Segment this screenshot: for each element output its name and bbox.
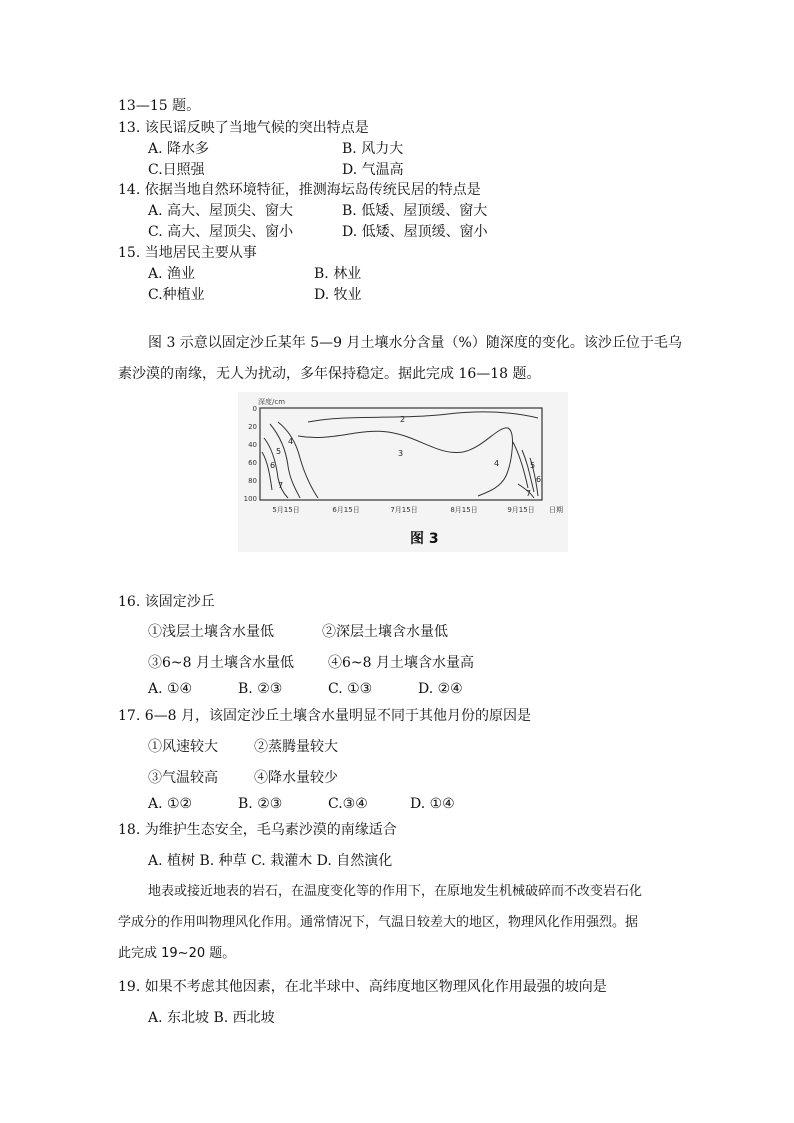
q15-option-c: C.种植业 <box>148 287 205 303</box>
q14-option-b: B. 低矮、屋顶缓、窗大 <box>342 203 488 219</box>
q17-statement-4: ④降水量较少 <box>254 770 338 786</box>
q18-stem: 18. 为维护生态安全，毛乌素沙漠的南缘适合 <box>118 822 397 838</box>
passage1-line1: 图 3 示意以固定沙丘某年 5—9 月土壤水分含量（%）随深度的变化。该沙丘位于毛乌 <box>148 335 682 351</box>
q15-option-b: B. 林业 <box>314 266 362 282</box>
y-tick-80: 80 <box>248 477 257 485</box>
passage2-line2: 学成分的作用叫物理风化作用。通常情况下，气温日较差大的地区，物理风化作用强烈。据 <box>118 915 639 930</box>
q17-option-c: C.③④ <box>328 796 368 812</box>
contour-label-7b: 7 <box>526 489 532 498</box>
contour-label-4b: 4 <box>494 459 500 468</box>
q17-statement-3: ③气温较高 <box>148 770 218 786</box>
q16-statement-4: ④6~8 月土壤含水量高 <box>328 655 474 671</box>
passage2-line1: 地表或接近地表的岩石，在温度变化等的作用下，在原地发生机械破碎而不改变岩石化 <box>148 884 643 899</box>
q16-statement-2: ②深层土壤含水量低 <box>322 624 448 640</box>
figure-3-contour-chart <box>238 392 568 552</box>
contour-label-2: 2 <box>400 415 406 424</box>
q14-option-a: A. 高大、屋顶尖、窗大 <box>148 203 294 219</box>
x-tick-jun15: 6月15日 <box>332 506 360 514</box>
q16-option-d: D. ②④ <box>418 681 463 697</box>
q17-statement-2: ②蒸腾量较大 <box>254 739 338 755</box>
passage2-line3: 此完成 19~20 题。 <box>118 946 236 961</box>
q16-option-b: B. ②③ <box>238 681 283 697</box>
y-tick-100: 100 <box>243 495 257 503</box>
q13-option-c: C.日照强 <box>148 162 205 178</box>
y-tick-60: 60 <box>248 459 257 467</box>
q16-stem: 16. 该固定沙丘 <box>118 594 215 610</box>
contour-svg <box>238 392 568 552</box>
y-tick-0: 0 <box>252 405 257 413</box>
q14-option-d: D. 低矮、屋顶缓、窗小 <box>342 224 488 240</box>
q17-option-d: D. ①④ <box>410 796 455 812</box>
intro-text: 13—15 题。 <box>118 98 201 114</box>
q15-stem: 15. 当地居民主要从事 <box>118 245 257 261</box>
x-axis-title: 日期 <box>549 506 563 514</box>
contour-label-7: 7 <box>278 481 284 490</box>
x-tick-sep15: 9月15日 <box>507 506 535 514</box>
q19-stem: 19. 如果不考虑其他因素，在北半球中、高纬度地区物理风化作用最强的坡向是 <box>118 979 607 995</box>
q15-option-a: A. 渔业 <box>148 266 196 282</box>
q14-option-c: C. 高大、屋顶尖、窗小 <box>148 224 294 240</box>
q13-option-b: B. 风力大 <box>342 141 404 157</box>
figure-caption: 图 3 <box>410 531 439 547</box>
y-tick-20: 20 <box>248 423 257 431</box>
contour-label-5b: 5 <box>530 461 536 470</box>
q13-stem: 13. 该民谣反映了当地气候的突出特点是 <box>118 120 369 136</box>
q17-option-a: A. ①② <box>148 796 193 812</box>
contour-label-6b: 6 <box>536 475 542 484</box>
x-tick-jul15: 7月15日 <box>390 506 418 514</box>
contour-label-3: 3 <box>398 449 404 458</box>
q17-option-b: B. ②③ <box>238 796 283 812</box>
passage1-line2: 素沙漠的南缘，无人为扰动，多年保持稳定。据此完成 16—18 题。 <box>118 366 541 382</box>
q13-option-d: D. 气温高 <box>342 162 404 178</box>
q14-stem: 14. 依据当地自然环境特征，推测海坛岛传统民居的特点是 <box>118 182 481 198</box>
q16-option-c: C. ①③ <box>328 681 373 697</box>
x-tick-may15: 5月15日 <box>272 506 300 514</box>
q18-options: A. 植树 B. 种草 C. 栽灌木 D. 自然演化 <box>148 853 393 869</box>
q16-statement-1: ①浅层土壤含水量低 <box>148 624 274 640</box>
q15-option-d: D. 牧业 <box>314 287 362 303</box>
q17-stem: 17. 6—8 月，该固定沙丘土壤含水量明显不同于其他月份的原因是 <box>118 708 531 724</box>
contour-label-5: 5 <box>276 447 282 456</box>
q16-statement-3: ③6~8 月土壤含水量低 <box>148 655 294 671</box>
q19-options: A. 东北坡 B. 西北坡 <box>148 1010 275 1026</box>
q16-option-a: A. ①④ <box>148 681 193 697</box>
contour-label-6: 6 <box>270 461 276 470</box>
contour-label-4: 4 <box>288 437 294 446</box>
q13-option-a: A. 降水多 <box>148 141 210 157</box>
x-tick-aug15: 8月15日 <box>450 506 478 514</box>
q17-statement-1: ①风速较大 <box>148 739 218 755</box>
y-tick-40: 40 <box>248 441 257 449</box>
y-axis-title: 深度/cm <box>258 398 286 406</box>
